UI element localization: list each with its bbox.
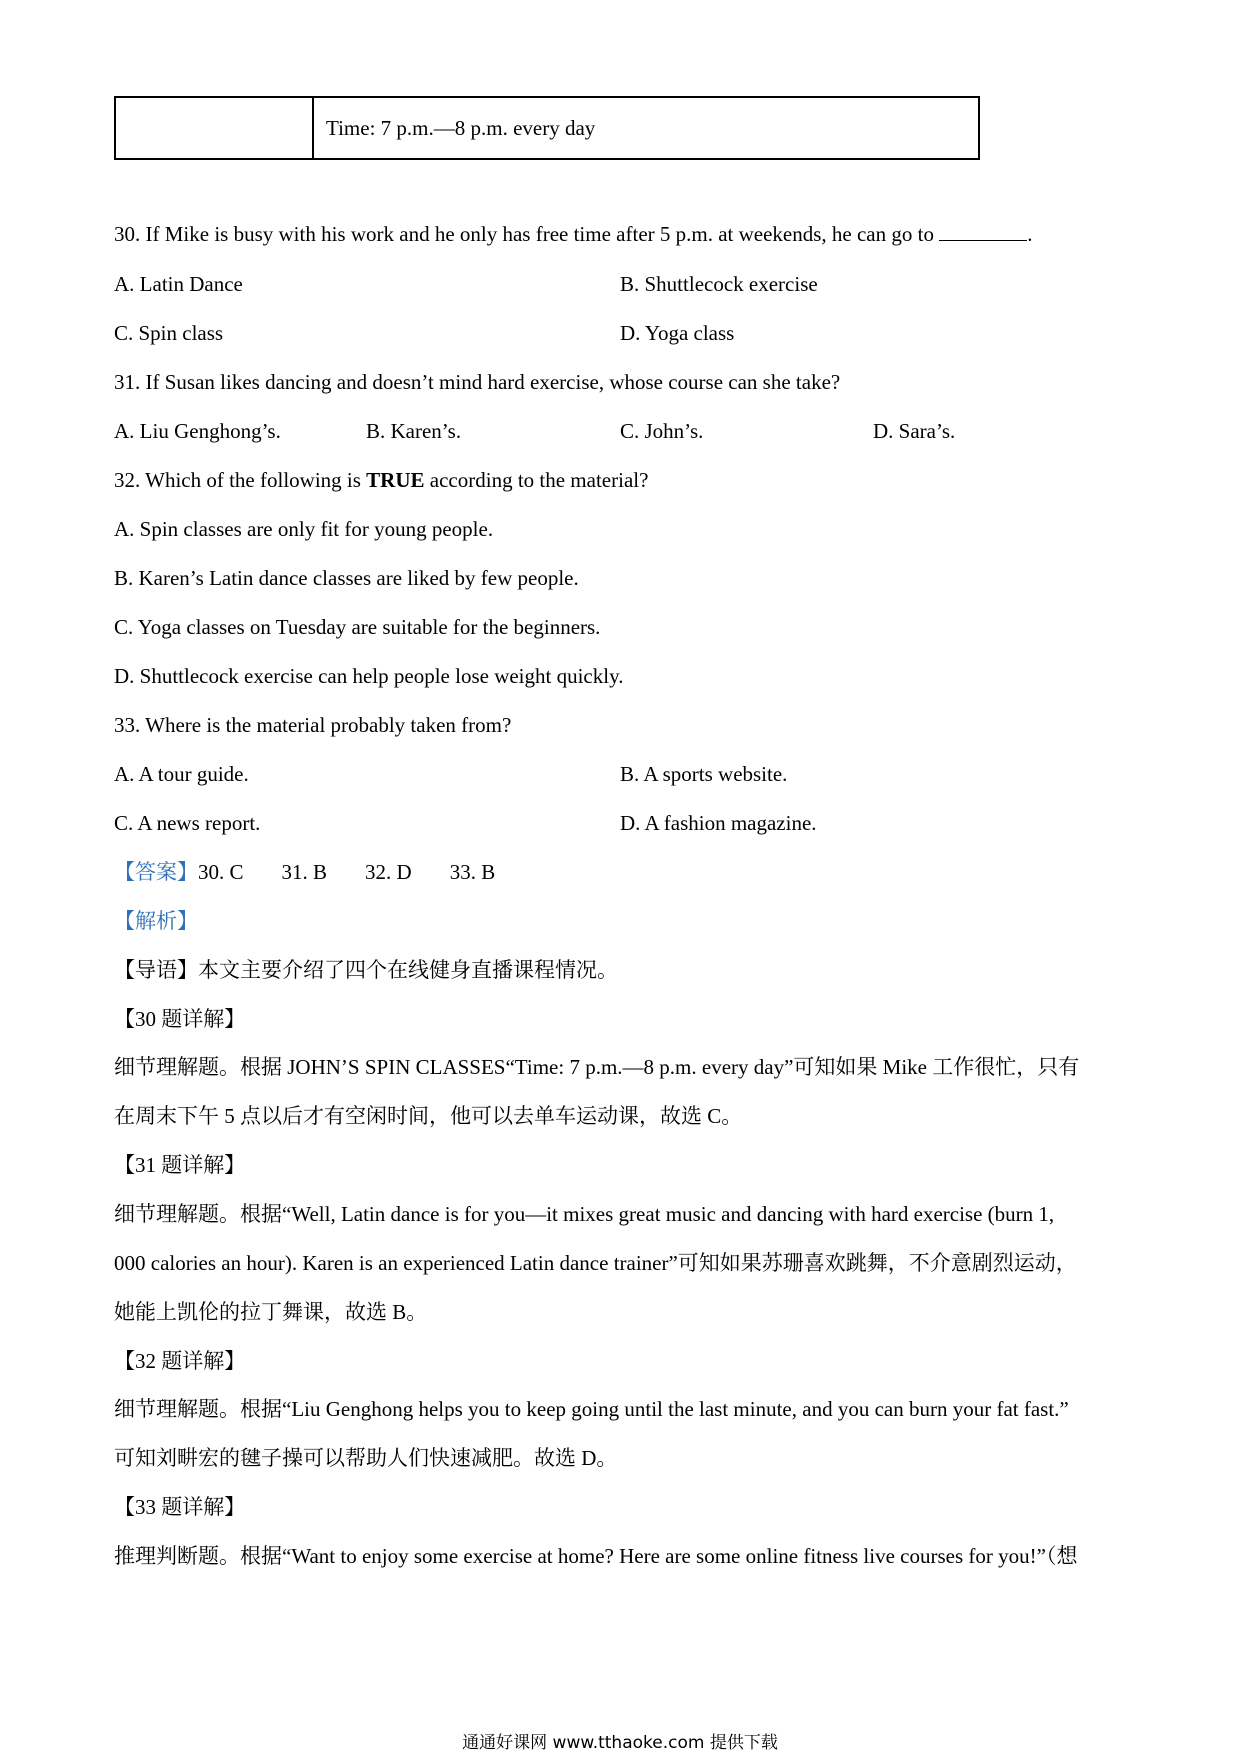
question-30-option-d: D. Yoga class xyxy=(620,321,735,345)
question-30-option-c: C. Spin class xyxy=(114,321,224,345)
question-33-stem: 33. Where is the material probably taken from? xyxy=(114,713,512,737)
analysis-label: 【解析】 xyxy=(114,909,198,933)
question-31-option-b: B. Karen’s. xyxy=(366,419,462,443)
intro-text: 【导语】本文主要介绍了四个在线健身直播课程情况。 xyxy=(114,958,618,982)
question-32-stem: 32. Which of the following is TRUE according to the material? xyxy=(114,468,649,492)
answer-item: 31. B xyxy=(281,860,328,884)
question-30-option-a: A. Latin Dance xyxy=(114,272,243,296)
answer-item: 32. D xyxy=(365,860,412,884)
question-31-option-d: D. Sara’s. xyxy=(873,419,956,443)
question-31-option-c: C. John’s. xyxy=(620,419,704,443)
explanation-33-line-1: 推理判断题。根据“Want to enjoy some exercise at home? Here are some online fitness live courses for you!”（想 xyxy=(114,1544,1078,1568)
question-32-option-c: C. Yoga classes on Tuesday are suitable for the beginners. xyxy=(114,615,601,639)
table-cell-time: Time: 7 p.m.—8 p.m. every day xyxy=(326,115,596,140)
answer-line xyxy=(114,858,533,886)
explanation-30-line-2: 在周末下午 5 点以后才有空闲时间，他可以去单车运动课，故选 C。 xyxy=(114,1104,743,1128)
question-33-option-c: C. A news report. xyxy=(114,811,261,835)
question-33-option-d: D. A fashion magazine. xyxy=(620,811,817,835)
answer-blank xyxy=(939,220,1027,241)
question-33-option-b: B. A sports website. xyxy=(620,762,788,786)
explanation-32-line-2: 可知刘畊宏的毽子操可以帮助人们快速减肥。故选 D。 xyxy=(114,1446,618,1470)
explanation-32-heading: 【32 题详解】 xyxy=(114,1349,246,1373)
explanation-30-heading: 【30 题详解】 xyxy=(114,1007,246,1031)
question-30-stem: 30. If Mike is busy with his work and he only has free time after 5 p.m. at weekends, he can go to . xyxy=(114,222,1033,246)
question-31-option-a: A. Liu Genghong’s. xyxy=(114,419,281,443)
explanation-32-line-1: 细节理解题。根据“Liu Genghong helps you to keep going until the last minute, and you can burn your fat fast.” xyxy=(114,1397,1069,1421)
question-33-option-a: A. A tour guide. xyxy=(114,762,249,786)
answer-item: 33. B xyxy=(449,860,496,884)
explanation-31-heading: 【31 题详解】 xyxy=(114,1153,246,1177)
question-32-option-d: D. Shuttlecock exercise can help people lose weight quickly. xyxy=(114,664,624,688)
question-32-option-b: B. Karen’s Latin dance classes are liked by few people. xyxy=(114,566,579,590)
explanation-30-line-1: 细节理解题。根据 JOHN’S SPIN CLASSES“Time: 7 p.m.—8 p.m. every day”可知如果 Mike 工作很忙，只有 xyxy=(114,1055,1080,1079)
explanation-33-heading: 【33 题详解】 xyxy=(114,1495,246,1519)
explanation-31-line-1: 细节理解题。根据“Well, Latin dance is for you—it mixes great music and dancing with hard exercise (burn 1, xyxy=(114,1202,1055,1226)
question-31-stem: 31. If Susan likes dancing and doesn’t mind hard exercise, whose course can she take? xyxy=(114,370,841,394)
schedule-table xyxy=(114,96,980,160)
question-30-option-b: B. Shuttlecock exercise xyxy=(620,272,818,296)
answer-item: 30. C xyxy=(198,860,244,884)
answer-label: 【答案】 xyxy=(114,860,198,884)
explanation-31-line-2: 000 calories an hour). Karen is an experienced Latin dance trainer”可知如果苏珊喜欢跳舞，不介意剧烈运动， xyxy=(114,1251,1077,1275)
page-footer: 通通好课网 www.tthaoke.com 提供下载 xyxy=(462,1733,778,1753)
explanation-31-line-3: 她能上凯伦的拉丁舞课，故选 B。 xyxy=(114,1300,428,1324)
table-cell-empty xyxy=(116,98,314,158)
question-32-option-a: A. Spin classes are only fit for young people. xyxy=(114,517,494,541)
emphasis-true: TRUE xyxy=(366,468,425,492)
